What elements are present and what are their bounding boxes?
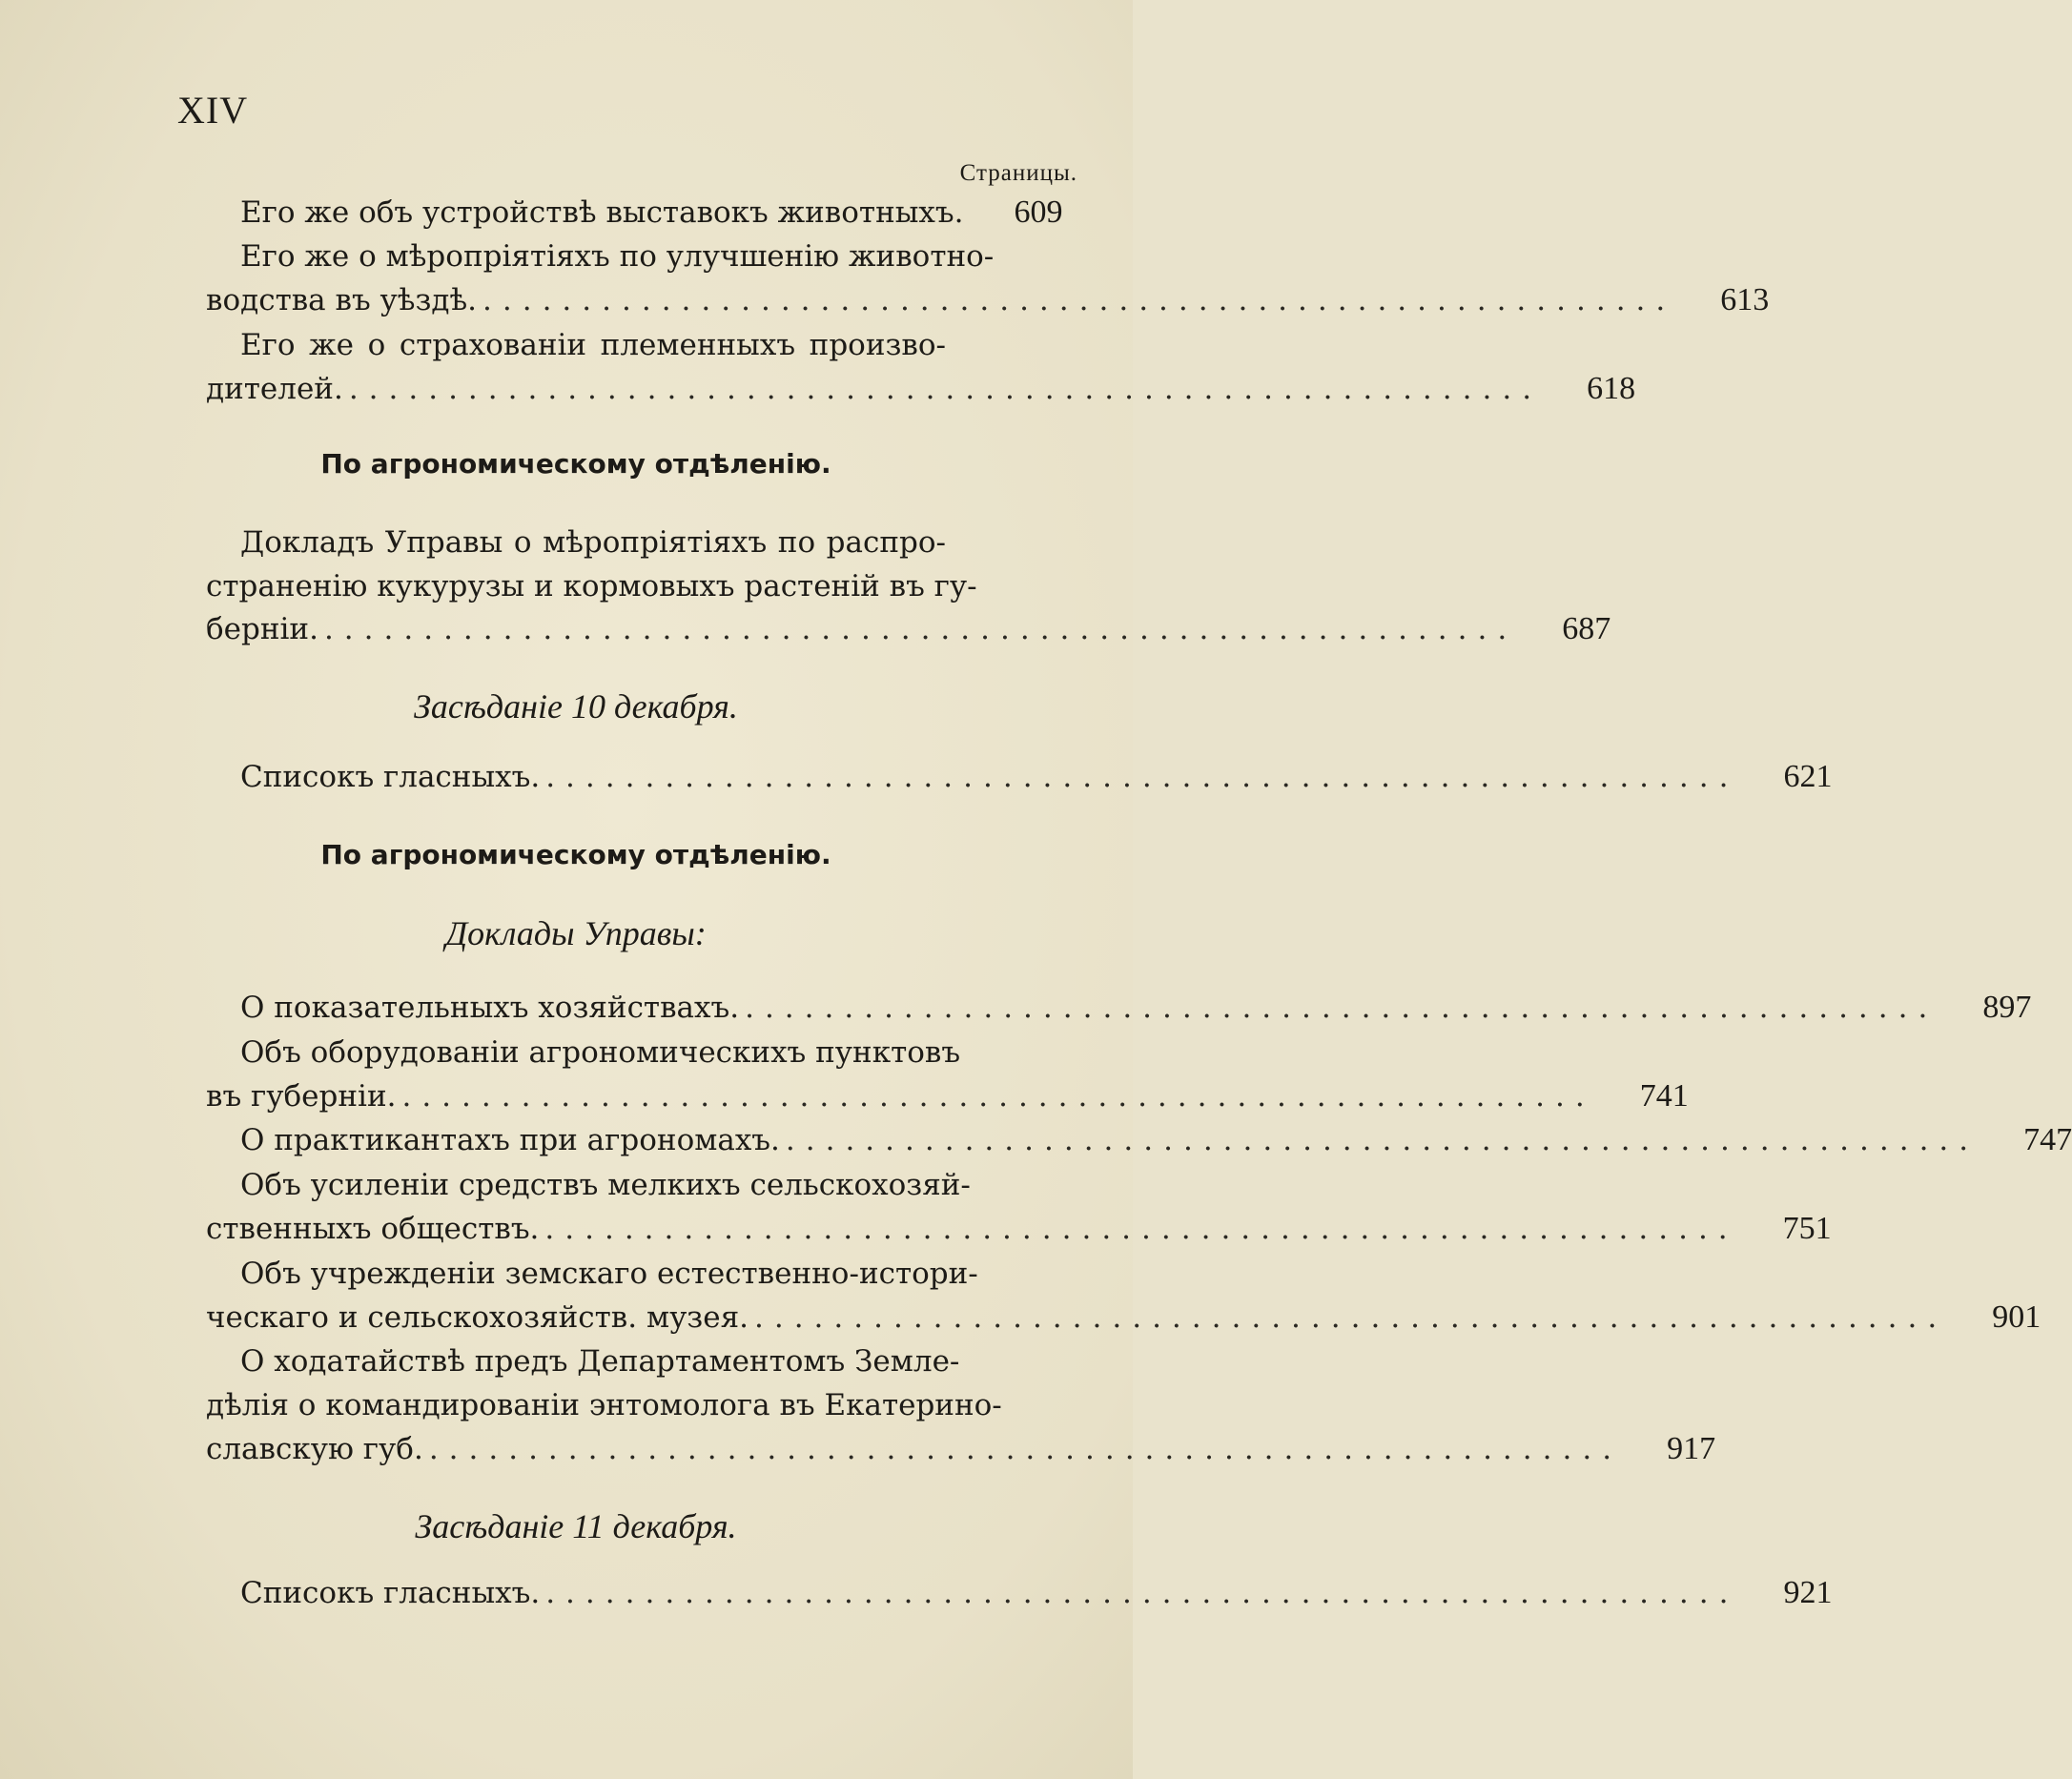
- page-ref: 901: [1992, 1299, 2041, 1335]
- page-number: XIV: [177, 89, 249, 132]
- entry-title: славскую губ.: [206, 1432, 423, 1466]
- leader-dots: ............................................................: [544, 1212, 1738, 1246]
- toc-entry: [206, 1207, 1832, 1251]
- entry-title-line: Объ учрежденіи земскаго естественно-истори-: [240, 1257, 978, 1291]
- leader-dots: ............................................................: [323, 612, 1518, 646]
- page-ref: 747: [2023, 1122, 2072, 1157]
- toc-entry: [206, 1296, 2041, 1339]
- entry-title: Его же объ устройствѣ выставокъ животныхъ.: [240, 195, 964, 230]
- entry-title-line: Его же о мѣропріятіяхъ по улучшенію животно-: [240, 239, 995, 274]
- toc-entry: [240, 191, 1063, 235]
- entry-title: О показательныхъ хозяйствахъ.: [240, 991, 740, 1025]
- page-ref: 741: [1639, 1078, 1689, 1114]
- toc-entry: [240, 986, 2032, 1030]
- toc-entry-line: [240, 1163, 971, 1207]
- entry-title-line: Докладъ Управы о мѣропріятіяхъ по распро-: [240, 525, 946, 560]
- entry-title: дителей.: [206, 372, 343, 406]
- toc-entry: [240, 1118, 2072, 1162]
- page-ref: 609: [1014, 194, 1063, 230]
- leader-dots: ............................................................: [348, 372, 1543, 406]
- leader-dots: ............................................................: [753, 1300, 1948, 1335]
- session-heading: Засѣданіе 11 декабря.: [415, 1507, 737, 1545]
- leader-dots: ............................................................: [785, 1123, 1980, 1157]
- entry-title: ственныхъ обществъ.: [206, 1212, 540, 1246]
- page-ref: 917: [1667, 1431, 1716, 1466]
- toc-entry: [206, 367, 1636, 411]
- entry-title-line: Его же о страхованіи племенныхъ произво-: [240, 328, 946, 362]
- page-ref: 613: [1720, 282, 1770, 317]
- toc-entry-line: [240, 1252, 978, 1296]
- page-ref: 618: [1587, 371, 1636, 406]
- toc-entry: [206, 1074, 1689, 1118]
- page-ref: 921: [1783, 1575, 1833, 1610]
- leader-dots: ............................................................: [545, 760, 1739, 794]
- toc-entry: [206, 278, 1770, 322]
- toc-entry-line: [240, 235, 995, 278]
- toc-entry-line: [240, 521, 946, 564]
- leader-dots: ............................................................: [428, 1432, 1623, 1466]
- toc-entry: [240, 755, 1833, 799]
- subheading: Доклады Управы:: [445, 914, 707, 952]
- entry-title: въ губерніи.: [206, 1079, 397, 1114]
- section-heading: По агрономическому отдѣленію.: [320, 448, 831, 480]
- entry-title-line: О ходатайствѣ предъ Департаментомъ Земле-: [240, 1344, 960, 1379]
- page-ref: 897: [1982, 990, 2032, 1025]
- toc-entry: [206, 1427, 1716, 1471]
- entry-title: ческаго и сельскохозяйств. музея.: [206, 1300, 749, 1335]
- page-ref: 621: [1783, 759, 1833, 794]
- pages-column-header: Страницы.: [959, 160, 1077, 186]
- toc-entry-line: [206, 1383, 1002, 1427]
- leader-dots: ............................................................: [745, 991, 1939, 1025]
- entry-title-line: Объ оборудованіи агрономическихъ пунктовъ: [240, 1035, 961, 1070]
- leader-dots: ............................................................: [545, 1576, 1739, 1610]
- toc-entry-line: [240, 1031, 961, 1074]
- toc-entry: [240, 1571, 1833, 1615]
- entry-title: О практикантахъ при агрономахъ.: [240, 1123, 780, 1157]
- section-heading: По агрономическому отдѣленію.: [320, 839, 831, 870]
- toc-entry-line: [240, 323, 946, 367]
- leader-dots: ............................................................: [482, 283, 1676, 317]
- toc-entry-line: [206, 564, 977, 608]
- entry-title-line: Объ усиленіи средствъ мелкихъ сельскохозяй-: [240, 1168, 971, 1202]
- entry-title: водства въ уѣздѣ.: [206, 283, 478, 317]
- session-heading: Засѣданіе 10 декабря.: [414, 687, 738, 726]
- entry-title: берніи.: [206, 612, 318, 646]
- toc-entry-line: [240, 1339, 960, 1383]
- page-ref: 687: [1562, 611, 1611, 646]
- entry-title-line: страненію кукурузы и кормовыхъ растеній въ гу-: [206, 569, 977, 603]
- toc-entry: [206, 607, 1611, 651]
- entry-title: Списокъ гласныхъ.: [240, 760, 541, 794]
- leader-dots: ............................................................: [401, 1079, 1595, 1114]
- page-ref: 751: [1782, 1211, 1832, 1246]
- entry-title: Списокъ гласныхъ.: [240, 1576, 541, 1610]
- entry-title-line: дѣлія о командированіи энтомолога въ Екатерино-: [206, 1388, 1002, 1422]
